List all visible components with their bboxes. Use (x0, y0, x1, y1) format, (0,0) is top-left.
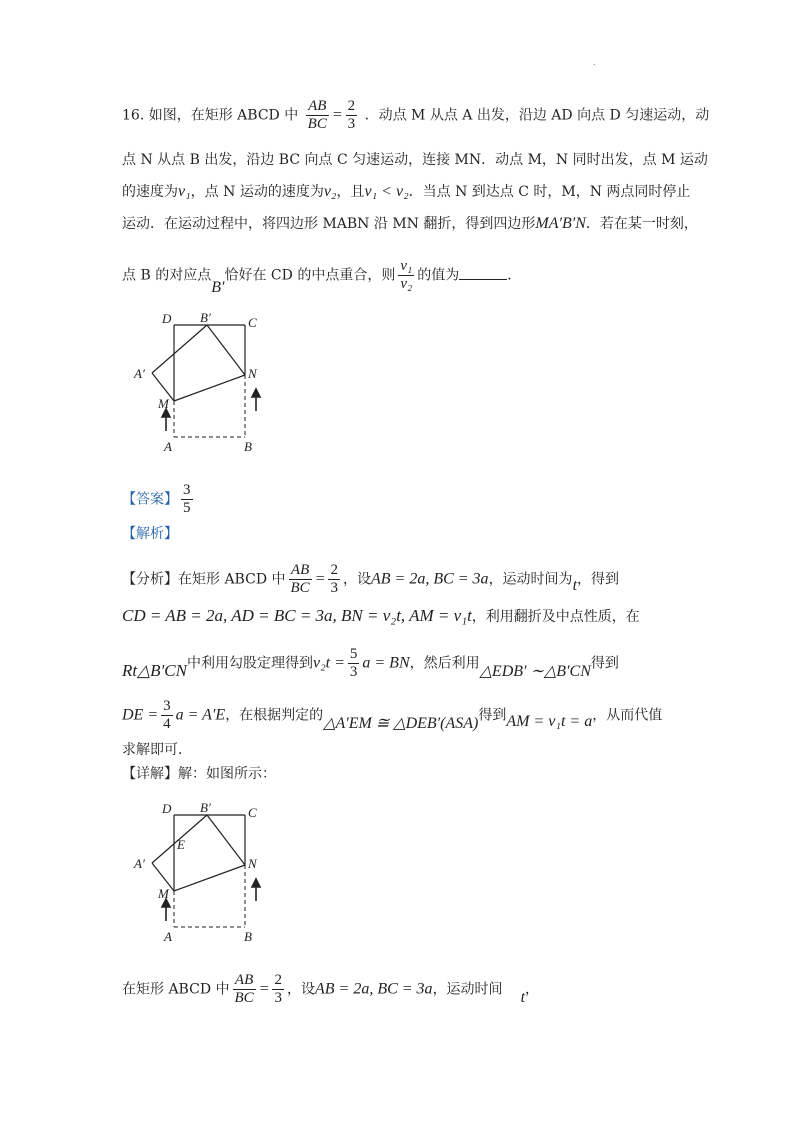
fold-b-prime-n (207, 325, 245, 375)
label-m: M (158, 886, 169, 901)
analysis-text: ，然后利用 (409, 655, 480, 672)
analysis-line-3 (122, 646, 619, 681)
analysis-text: 得到 (590, 655, 619, 672)
fenxi-tag: 【分析】 (122, 571, 178, 588)
problem-text: 的速度为 (122, 184, 178, 200)
point-b-prime: B′ (211, 278, 225, 296)
analysis-math: Rt△B′CN (122, 660, 187, 680)
analysis-math: △EDB′ ∼△B′CN (479, 662, 591, 680)
analysis-text: ，得到 (577, 571, 620, 588)
analysis-math: a = A′E (175, 706, 226, 724)
detail-tag: 【详解】 (122, 766, 178, 782)
fold-a-prime-b-prime (152, 325, 207, 373)
problem-text: ，点 N 运动的速度为 (190, 184, 324, 200)
speed-v1: v₁ (178, 183, 191, 200)
analysis-text: ，设 (342, 571, 371, 588)
problem-text: 点 B 的对应点 (122, 267, 212, 284)
analysis-heading (122, 524, 178, 544)
ratio-value-fraction: $\frac{2}{3}$ (330, 562, 338, 596)
folded-quadrilateral: MA′B′N (535, 215, 586, 232)
ratio-fraction: $\frac{AB}{BC}$ (290, 562, 310, 596)
problem-line-3 (122, 182, 690, 202)
label-a: A (164, 929, 172, 944)
analysis-text: 中利用勾股定理得到 (186, 655, 313, 672)
label-b: B (244, 439, 252, 454)
ratio-fraction: $\frac{AB}{BC}$ (234, 972, 254, 1006)
analysis-math: △A′EM ≅ △DEB′(ASA) (323, 714, 479, 732)
equals-sign: = (314, 570, 326, 588)
variable-t: t (572, 576, 578, 594)
detail-line (122, 764, 276, 784)
speed-ratio-fraction: $\frac{\text{v₁}}{\text{v₂}}$ (400, 258, 413, 292)
detail-line-1 (122, 972, 539, 1007)
analysis-text: 在矩形 ABCD 中 (178, 571, 286, 588)
detail-text: ，设 (286, 981, 315, 998)
detail-math: AB = 2a, BC = 3a (314, 980, 433, 998)
up-arrow-icon (162, 409, 170, 431)
detail-text: ，运动时间 (432, 981, 503, 998)
label-e: E (177, 837, 185, 852)
figure-rectangle-fold-1 (120, 305, 280, 455)
page-mark: . (593, 58, 596, 67)
problem-text: ．动点 M 从点 A 出发，沿边 AD 向点 D 匀速运动，动 (364, 107, 710, 124)
problem-line-5 (122, 258, 522, 296)
label-a: A (164, 439, 172, 454)
label-d: D (162, 801, 172, 816)
up-arrow-icon (162, 899, 170, 921)
problem-text: ．当点 N 到达点 C 时，M，N 两点同时停止 (408, 184, 691, 200)
label-c: C (248, 805, 257, 820)
speed-v2: v₂ (323, 183, 337, 200)
analysis-text: ，在根据判定的 (225, 707, 324, 724)
detail-text: 在矩形 ABCD 中 (122, 981, 230, 998)
answer-line (122, 482, 196, 517)
analysis-math: CD = AB = 2a, AD = BC = 3a, BN = v₂t, AM = v₁t (122, 606, 472, 625)
ratio-fraction: $\frac{AB}{BC}$ (307, 98, 327, 132)
analysis-math: AB = 2a, BC = 3a (370, 570, 489, 588)
ratio-value-fraction: $\frac{2}{3}$ (347, 98, 356, 132)
label-b: B (244, 929, 252, 944)
problem-text: ．若在某一时刻， (585, 216, 698, 232)
fold-b-prime-n (207, 815, 245, 865)
speed-comparison: v₁ < v₂ (364, 183, 409, 200)
analysis-line-4 (122, 698, 662, 733)
problem-line-2 (122, 150, 708, 170)
problem-text: ． (507, 267, 522, 284)
up-arrow-icon (252, 389, 260, 411)
answer-fraction: $\frac{3}{5}$ (183, 482, 191, 516)
analysis-text: ，从而代值 (592, 707, 663, 724)
analysis-math: a = BN (362, 654, 410, 672)
label-n: N (248, 366, 257, 381)
fraction-five-thirds: $\frac{5}{3}$ (349, 646, 358, 680)
analysis-text: ，运动时间为 (488, 571, 573, 588)
label-d: D (162, 311, 172, 326)
equals-sign: = (331, 106, 343, 124)
label-c: C (248, 315, 257, 330)
analysis-text: ，利用翻折及中点性质，在 (471, 609, 640, 625)
label-a-prime: A′ (134, 366, 145, 381)
problem-text: 恰好在 CD 的中点重合，则 (224, 267, 396, 284)
answer-tag: 【答案】 (122, 491, 178, 508)
label-m: M (158, 396, 169, 411)
label-b-prime: B′ (200, 800, 211, 815)
analysis-math: v₂t = (312, 654, 345, 672)
crease-mn (174, 865, 245, 891)
figure-rectangle-fold-2 (120, 795, 280, 945)
problem-line-1 (122, 98, 709, 133)
answer-blank (459, 265, 507, 280)
problem-text: ，且 (336, 184, 365, 200)
analysis-math: DE = (122, 706, 159, 724)
fraction-three-quarters: $\frac{3}{4}$ (163, 698, 171, 732)
label-b-prime: B′ (200, 310, 211, 325)
analysis-text: 得到 (478, 707, 507, 724)
detail-text: 解：如图所示： (178, 766, 276, 782)
crease-mn (174, 375, 245, 401)
problem-text: 点 N 从点 B 出发，沿边 BC 向点 C 匀速运动，连接 MN．动点 M，N 同时出发，点 M 运动 (122, 152, 708, 168)
problem-text: 16. 如图，在矩形 ABCD 中 (122, 107, 299, 124)
up-arrow-icon (252, 879, 260, 901)
problem-text: 运动．在运动过程中，将四边形 MABN 沿 MN 翻折，得到四边形 (122, 216, 536, 232)
analysis-math: AM = v₁t = a (506, 712, 593, 730)
variable-t: t (520, 988, 526, 1006)
analysis-line-5 (122, 740, 192, 760)
analysis-line-2 (122, 606, 640, 627)
detail-text: ， (525, 981, 540, 998)
analysis-text: 求解即可． (122, 742, 192, 758)
analysis-tag: 【解析】 (122, 526, 178, 542)
problem-line-4 (122, 214, 698, 234)
label-n: N (248, 856, 257, 871)
analysis-line-1 (122, 562, 619, 597)
equals-sign: = (258, 980, 270, 998)
problem-text: 的值为 (417, 267, 460, 284)
label-a-prime: A′ (134, 856, 145, 871)
ratio-value-fraction: $\frac{2}{3}$ (274, 972, 282, 1006)
